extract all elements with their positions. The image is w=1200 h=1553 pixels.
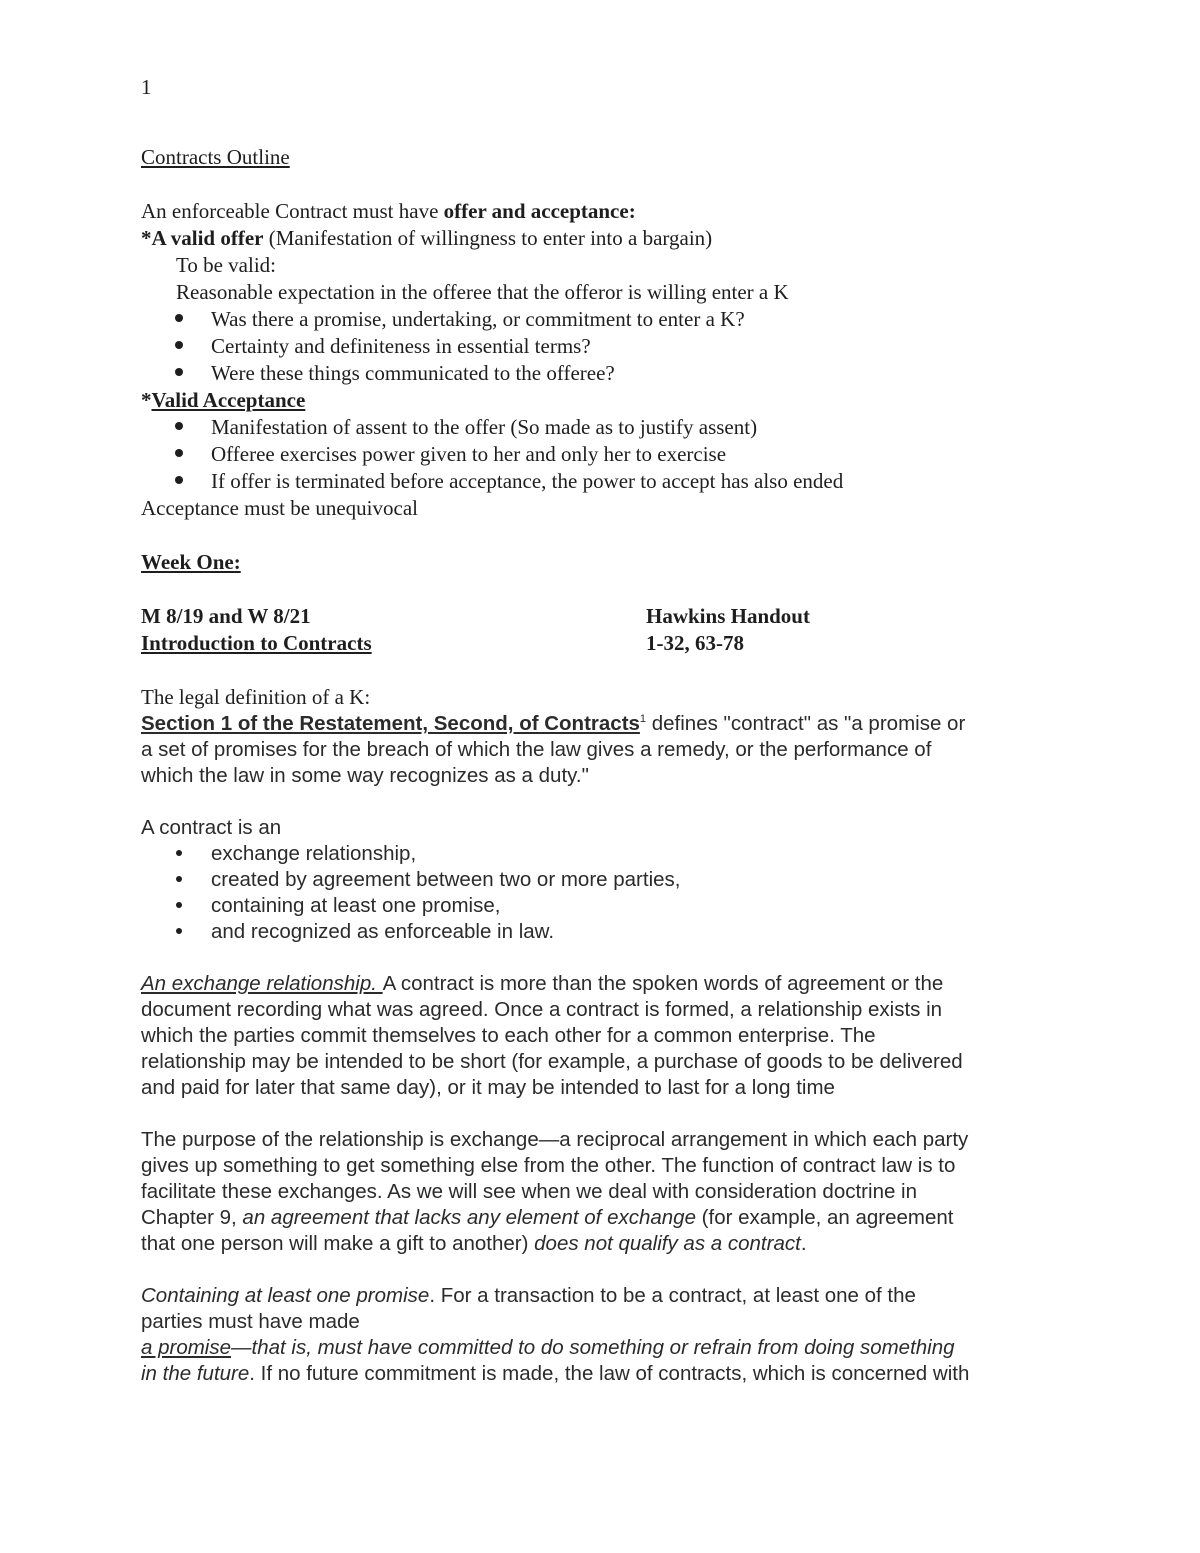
contract-is-lead: A contract is an xyxy=(141,816,282,839)
promise-para-line xyxy=(141,1283,916,1309)
promise-l4-italic: in the future xyxy=(141,1362,250,1385)
offer-bullet: Certainty and definiteness in essential terms? xyxy=(211,334,591,358)
offer-heading-rest: (Manifestation of willingness to enter into a bargain) xyxy=(263,226,713,250)
offer-bullet: Was there a promise, undertaking, or commitment to enter a K? xyxy=(211,307,745,331)
bullet-icon xyxy=(176,876,182,882)
exchange-para-line: relationship may be intended to be short (for example, a purchase of goods to be delivered xyxy=(141,1050,963,1073)
promise-l3-italic: —that is, must have committed to do something or refrain from doing something xyxy=(231,1336,955,1359)
purpose-para-line xyxy=(141,1205,954,1231)
promise-para-title: Containing at least one promise xyxy=(141,1284,430,1307)
contract-bullet: exchange relationship, xyxy=(211,842,417,865)
acceptance-star: * xyxy=(141,388,152,412)
definition-line: which the law in some way recognizes as a duty." xyxy=(141,764,589,787)
contract-bullet: created by agreement between two or more parties, xyxy=(211,868,681,891)
reading-title: Hawkins Handout xyxy=(646,604,810,628)
promise-para-line: parties must have made xyxy=(141,1310,360,1333)
bullet-icon xyxy=(175,368,183,376)
acceptance-heading: Valid Acceptance xyxy=(151,388,306,412)
contract-bullet: containing at least one promise, xyxy=(211,894,501,917)
acceptance-bullet: If offer is terminated before acceptance, the power to accept has also ended xyxy=(211,469,844,493)
week-heading: Week One: xyxy=(141,550,241,574)
offer-bullet: Were these things communicated to the offeree? xyxy=(211,361,615,385)
acceptance-bullet: Offeree exercises power given to her and only her to exercise xyxy=(211,442,727,466)
bullet-icon xyxy=(176,928,182,934)
acceptance-note: Acceptance must be unequivocal xyxy=(141,496,418,520)
to-be-valid: To be valid: xyxy=(176,253,277,277)
bullet-icon xyxy=(175,314,183,322)
intro-bold: offer and acceptance: xyxy=(443,199,636,223)
exchange-para-line: document recording what was agreed. Once a contract is formed, a relationship exists in xyxy=(141,998,943,1021)
definition-line xyxy=(141,711,965,737)
exchange-para-line xyxy=(141,971,943,997)
purpose-para-line xyxy=(141,1231,807,1257)
bullet-icon xyxy=(176,902,182,908)
promise-underline: a promise xyxy=(141,1336,232,1359)
purpose-l4-rest: (for example, an agreement xyxy=(695,1206,954,1229)
purpose-para-line: gives up something to get something else from the other. The function of contract law is to xyxy=(141,1154,956,1177)
acceptance-heading-line xyxy=(141,387,305,414)
week-topic: Introduction to Contracts xyxy=(141,631,372,655)
bullet-icon xyxy=(175,341,183,349)
document-title: Contracts Outline xyxy=(141,145,290,169)
bullet-icon xyxy=(176,850,182,856)
purpose-l4-italic: an agreement that lacks any element of exchange xyxy=(242,1206,696,1229)
footnote-marker: 1 xyxy=(639,713,647,726)
intro-line xyxy=(141,198,636,225)
promise-para-line xyxy=(141,1335,955,1361)
acceptance-bullet: Manifestation of assent to the offer (So made as to justify assent) xyxy=(211,415,758,439)
exchange-para-line: which the parties commit themselves to each other for a common enterprise. The xyxy=(141,1024,876,1047)
bullet-icon xyxy=(175,449,183,457)
definition-lead: The legal definition of a K: xyxy=(141,685,371,709)
reading-pages: 1-32, 63-78 xyxy=(646,631,744,655)
reasonable-expectation: Reasonable expectation in the offeree that the offeror is willing enter a K xyxy=(176,280,789,304)
purpose-para-line: The purpose of the relationship is exchange—a reciprocal arrangement in which each party xyxy=(141,1128,969,1151)
week-date: M 8/19 and W 8/21 xyxy=(141,604,311,628)
exchange-para-title: An exchange relationship. xyxy=(141,972,383,995)
definition-line: a set of promises for the breach of which the law gives a remedy, or the performance of xyxy=(141,738,932,761)
bullet-icon xyxy=(175,422,183,430)
purpose-l5-italic: does not qualify as a contract xyxy=(534,1232,801,1255)
exchange-para-line: and paid for later that same day), or it may be intended to last for a long time xyxy=(141,1076,835,1099)
contract-bullet: and recognized as enforceable in law. xyxy=(211,920,555,943)
definition-text: defines "contract" as "a promise or xyxy=(646,712,966,735)
restatement-section-title: Section 1 of the Restatement, Second, of Contracts xyxy=(141,712,640,735)
purpose-para-line: facilitate these exchanges. As we will see when we deal with consideration doctrine in xyxy=(141,1180,918,1203)
promise-para-first: . For a transaction to be a contract, at least one of the xyxy=(429,1284,916,1307)
purpose-l5-rest: . xyxy=(800,1232,807,1255)
offer-heading-line xyxy=(141,225,712,252)
intro-prefix: An enforceable Contract must have xyxy=(141,199,444,223)
page-number: 1 xyxy=(141,75,152,99)
promise-l4-rest: . If no future commitment is made, the law of contracts, which is concerned with xyxy=(249,1362,970,1385)
bullet-icon xyxy=(175,476,183,484)
purpose-l4-prefix: Chapter 9, xyxy=(141,1206,243,1229)
offer-heading: *A valid offer xyxy=(141,226,264,250)
purpose-l5-prefix: that one person will make a gift to another) xyxy=(141,1232,535,1255)
exchange-para-first: A contract is more than the spoken words of agreement or the xyxy=(382,972,944,995)
promise-para-line xyxy=(141,1361,969,1387)
